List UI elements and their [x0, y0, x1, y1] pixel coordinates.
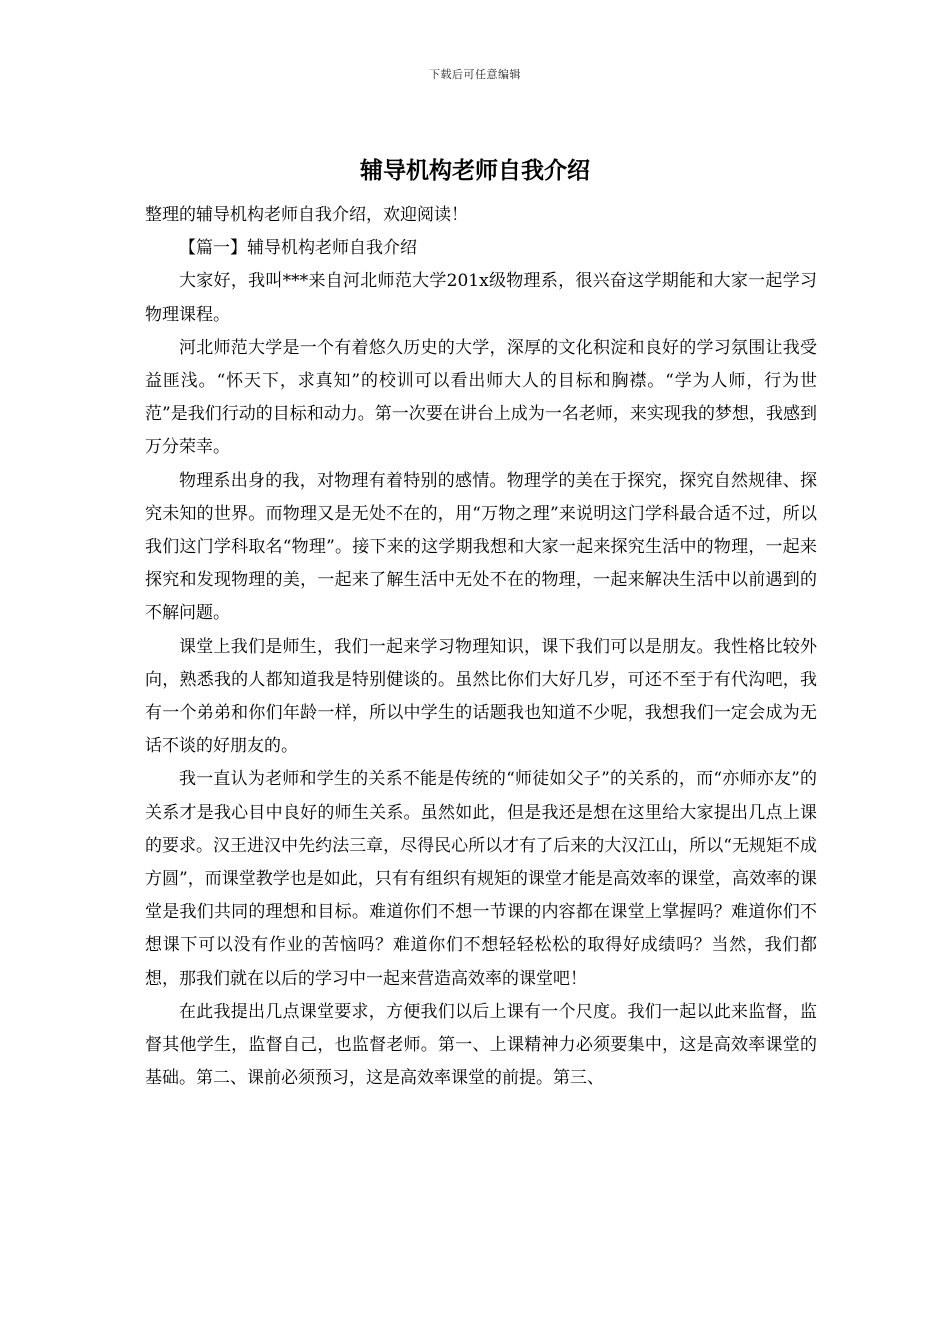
body-paragraph-1: 大家好，我叫***来自河北师范大学201x级物理系，很兴奋这学期能和大家一起学习物理课程。 — [145, 271, 817, 325]
body-paragraph-2: 河北师范大学是一个有着悠久历史的大学，深厚的文化积淀和良好的学习氛围让我受益匪浅。“怀天下，求真知”的校训可以看出师大人的目标和胸襟。“学为人师，行为世范”是我们行动的目标和动力。第一次要在讲台上成为一名老师，来实现我的梦想，我感到万分荣幸。 — [145, 337, 817, 458]
body-paragraph-3: 物理系出身的我，对物理有着特别的感情。物理学的美在于探究，探究自然规律、探究未知的世界。而物理又是无处不在的，用“万物之理”来说明这门学科最合适不过，所以我们这门学科取名“物理”。接下来的这学期我想和大家一起来探究生活中的物理，一起来探究和发现物理的美，一起来了解生活中无处不在的物理，一起来解决生活中以前遇到的不解问题。 — [145, 470, 817, 624]
intro-paragraph: 整理的辅导机构老师自我介绍，欢迎阅读！ — [145, 205, 468, 225]
document-body — [145, 199, 817, 1095]
body-paragraph-4: 课堂上我们是师生，我们一起来学习物理知识，课下我们可以是朋友。我性格比较外向，熟悉我的人都知道我是特别健谈的。虽然比你们大好几岁，可还不至于有代沟吧，我有一个弟弟和你们年龄一样，所以中学生的话题我也知道不少呢，我想我们一定会成为无话不谈的好朋友的。 — [145, 636, 817, 757]
body-paragraph-6: 在此我提出几点课堂要求，方便我们以后上课有一个尺度。我们一起以此来监督，监督其他学生，监督自己，也监督老师。第一、上课精神力必须要集中，这是高效率课堂的基础。第二、课前必须预习，这是高效率课堂的前提。第三、 — [145, 1001, 817, 1089]
body-paragraph-5: 我一直认为老师和学生的关系不能是传统的“师徒如父子”的关系的，而“亦师亦友”的关系才是我心目中良好的师生关系。虽然如此，但是我还是想在这里给大家提出几点上课的要求。汉王进汉中先约法三章，尽得民心所以才有了后来的大汉江山，所以“无规矩不成方圆”，而课堂教学也是如此，只有有组织有规矩的课堂才能是高效率的课堂，高效率的课堂是我们共同的理想和目标。难道你们不想一节课的内容都在课堂上掌握吗？难道你们不想课下可以没有作业的苦恼吗？难道你们不想轻轻松松的取得好成绩吗？当然，我们都想，那我们就在以后的学习中一起来营造高效率的课堂吧！ — [145, 769, 817, 989]
document-title: 辅导机构老师自我介绍 — [360, 158, 590, 184]
page-header-note: 下载后可任意编辑 — [429, 68, 521, 81]
section-heading: 【篇一】辅导机构老师自我介绍 — [179, 238, 417, 259]
